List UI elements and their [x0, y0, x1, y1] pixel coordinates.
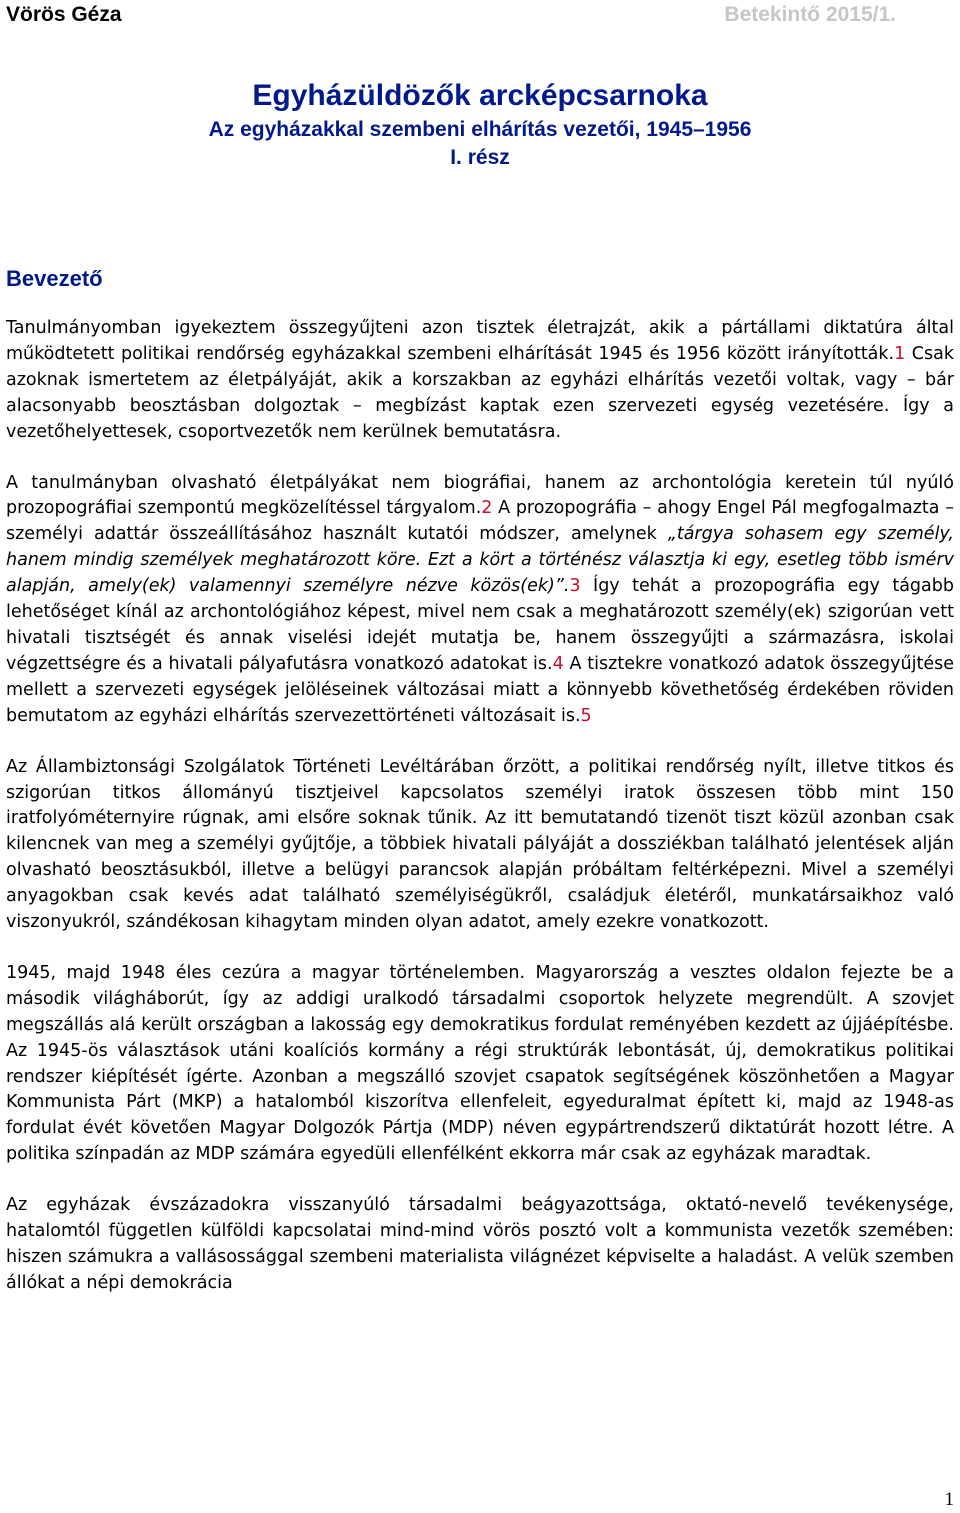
footnote-ref[interactable]: 3: [569, 576, 581, 597]
document-part: I. rész: [450, 146, 510, 169]
body-text: [6, 316, 954, 1322]
document-subtitle: Az egyházakkal szembeni elhárítás vezetői, 1945–1956: [208, 118, 752, 141]
paragraph-3: Az Állambiztonsági Szolgálatok Történeti Levéltárában őrzött, a politikai rendőrség nyílt, illetve titkos és szigorúan titkos állományú tisztjeivel kapcsolatos személyi iratok összesen több mint 150 iratfolyóméternyire rúgnak, ami elsőre soknak tűnik. Az itt bemutatandó tizenöt tiszt közül azonban csak kilencnek van meg a személyi gyűjtője, a többiek hivatali pályáját a dossziékban található jelentések alján olvasható beosztásukból, illetve a belügyi parancsok alapján próbáltam feltérképezni. Mivel a személyi anyagokban csak kevés adat található személyiségükről, családjuk életéről, munkatársaikhoz való viszonyukról, szándékosan kihagytam minden olyan adatot, amely ezekre vonatkozott.: [6, 756, 954, 933]
footnote-ref[interactable]: 4: [552, 653, 564, 674]
footnote-ref[interactable]: 2: [481, 498, 493, 519]
page-header: [6, 2, 896, 28]
paragraph-2: [6, 471, 954, 730]
page-number: 1: [944, 1489, 954, 1510]
quotation: „tárgya sohasem egy személy, hanem mindig személyek meghatározott köre. Ezt a kört a történész választja ki egy, esetleg több ismérv alapján, amely(ek) valamennyi személyre nézve közös(ek)”.: [6, 524, 954, 597]
footnote-ref[interactable]: 1: [894, 343, 906, 364]
header-author: Vörös Géza: [6, 3, 122, 26]
paragraph-5: Az egyházak évszázadokra visszanyúló társadalmi beágyazottsága, oktató-nevelő tevékenysége, hatalomtól független külföldi kapcsolatai mind-mind vörös posztó volt a kommunista vezetők szemében: hiszen számukra a vallásossággal szembeni materialista világnézet képviselte a haladást. A velük szemben állókat a népi demokrácia: [6, 1195, 954, 1293]
paragraph-text: A tisztekre vonatkozó adatok összegyűjtése mellett a szervezeti egységek jelöléseinek változásai miatt a könnyebb követhetőség érdekében röviden bemutatom az egyházi elhárítás szervezettörténeti változásait is.: [6, 653, 954, 726]
paragraph-text: Így tehát a prozopográfia egy tágabb lehetőséget kínál az archontológiához képest, mivel nem csak a meghatározott személy(ek) szigorúan vett hivatali tisztségét és annak viselési idejét mutatja be, hanem összegyűjti a származásra, iskolai végzettségre és a hivatali pályafutásra vonatkozó adatokat is.: [6, 576, 954, 674]
paragraph-4: 1945, majd 1948 éles cezúra a magyar történelemben. Magyarország a vesztes oldalon fejezte be a második világháborút, így az addigi uralkodó társadalmi csoportok helyzete megrendült. A szovjet megszállás alá került országban a lakosság egy demokratikus fordulat reményében kezdett az újjáépítésbe. Az 1945-ös választások utáni koalíciós kormány a régi struktúrák lebontását, új, demokratikus politikai rendszer kiépítését ígérte. Azonban a megszálló szovjet csapatok segítségének köszönhetően a Magyar Kommunista Párt (MKP) a hatalomból kiszorítva ellenfeleit, egyeduralmat épített ki, majd az 1948-as fordulat évét követően Magyar Dolgozók Pártja (MDP) néven egypártrendszerű diktatúrát hozott létre. A politika színpadán az MDP számára egyedüli ellenfélként ekkorra már csak az egyházak maradtak.: [6, 962, 954, 1165]
paragraph-text: Csak azoknak ismertetem az életpályáját, akik a korszakban az egyházi elhárítás vezetői voltak, vagy – bár alacsonyabb beosztásban dolgoztak – megbízást kaptak ezen szervezeti egység vezetésére. Így a vezetőhelyettesek, csoportvezetők nem kerülnek bemutatásra.: [6, 343, 954, 442]
header-journal: Betekintő 2015/1.: [724, 3, 896, 26]
title-block: [0, 76, 960, 172]
paragraph-text: A tanulmányban olvasható életpályákat nem biográfiai, hanem az archontológia keretein túl nyúló prozopográfiai szempontú megközelítéssel tárgyalom.: [6, 472, 954, 519]
footnote-ref[interactable]: 5: [580, 705, 592, 726]
section-heading: Bevezető: [6, 266, 103, 291]
paragraph-text: Tanulmányomban igyekeztem összegyűjteni azon tisztek életrajzát, akik a pártállami diktatúra által működtetett politikai rendőrség egyházakkal szembeni elhárítását 1945 és 1956 között irányították.: [6, 318, 954, 364]
document-title: Egyházüldözők arcképcsarnoka: [252, 79, 708, 112]
paragraph-1: [6, 316, 954, 446]
paragraph-text: A prozopográfia – ahogy Engel Pál megfogalmazta – személyi adattár összeállításához használt kutatói módszer, amelynek: [6, 498, 954, 545]
